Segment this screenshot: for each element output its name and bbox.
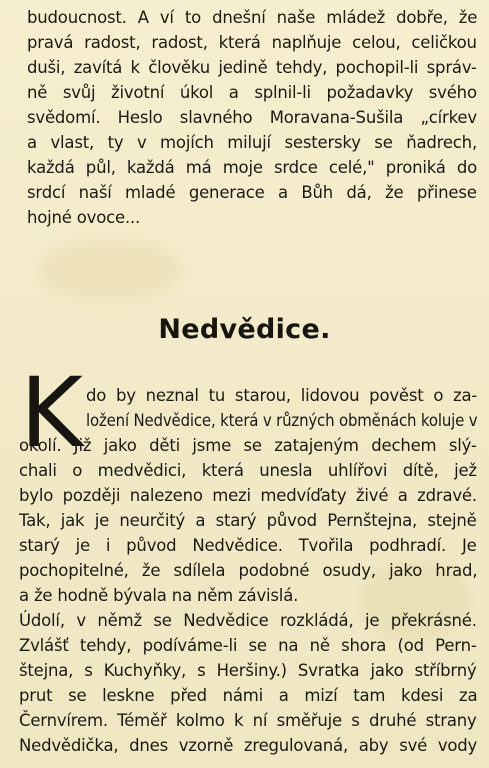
section-heading: Nedvědice. [158,314,331,345]
text-line: Tak, jak je neurčitý a starý původ Pernštejna, stejně [19,511,477,530]
text-line: Černvírem. Téměř kolmo k ní směřuje s druhé strany [19,711,477,730]
text-line: Nedvědička, dnes vzorně zregulovaná, aby své vody [19,736,478,755]
text-line: a vlast, ty v mojích milují sestersky se ňadrech, [27,133,477,152]
text-line: Zvlášť tehdy, podíváme-li se na ně shora (od Pern- [19,636,477,655]
drop-cap: K [20,357,83,469]
text-line: pravá radost, radost, která naplňuje celou, celičkou [27,33,477,52]
text-line: do by neznal tu starou, lidovou pověst o za- [86,386,478,405]
text-line: Údolí, v němž se Nedvědice rozkládá, je překrásné. [19,611,477,630]
text-line: hojné ovoce... [27,208,141,227]
text-line: bylo později nalezeno mezi medvíďaty živé a zdravé. [19,486,477,505]
text-line: starý je i původ Nedvědice. Tvořila podhradí. Je [19,536,477,555]
text-line: chali o medvědici, která unesla uhlířovi dítě, jež [19,461,477,480]
text-line: duši, zavítá k člověku jedině tehdy, pochopil-li správ- [27,58,477,77]
text-line: svědomí. Heslo slavného Moravana-Sušila „církev [27,108,477,127]
text-line: budoucnost. A ví to dnešní naše mládež dobře, že [27,8,478,27]
text-line: srdcí naší mladé generace a Bůh dá, že přinese [27,183,477,202]
text-line: a že hodně bývala na něm závislá. [19,586,299,605]
text-line: ně svůj životní úkol a splnil-li požadavky svého [27,83,477,102]
text-line: ložení Nedvědice, která v různých obměnách koluje v [86,411,478,430]
text-line: štejna, s Kuchyňky, s Heršiny.) Svratka jako stříbrný [19,661,477,680]
text-line: okolí. Již jako děti jsme se zatajeným dechem slý- [19,436,477,455]
text-line: pochopitelné, že sdílela podobné osudy, jako hrad, [19,561,478,580]
text-line: prut se leskne před námi a mizí tam kdesi za [19,686,478,705]
text-line: každá půl, každá má moje srdce celé," proniká do [27,158,478,177]
paper-stain [40,240,180,300]
